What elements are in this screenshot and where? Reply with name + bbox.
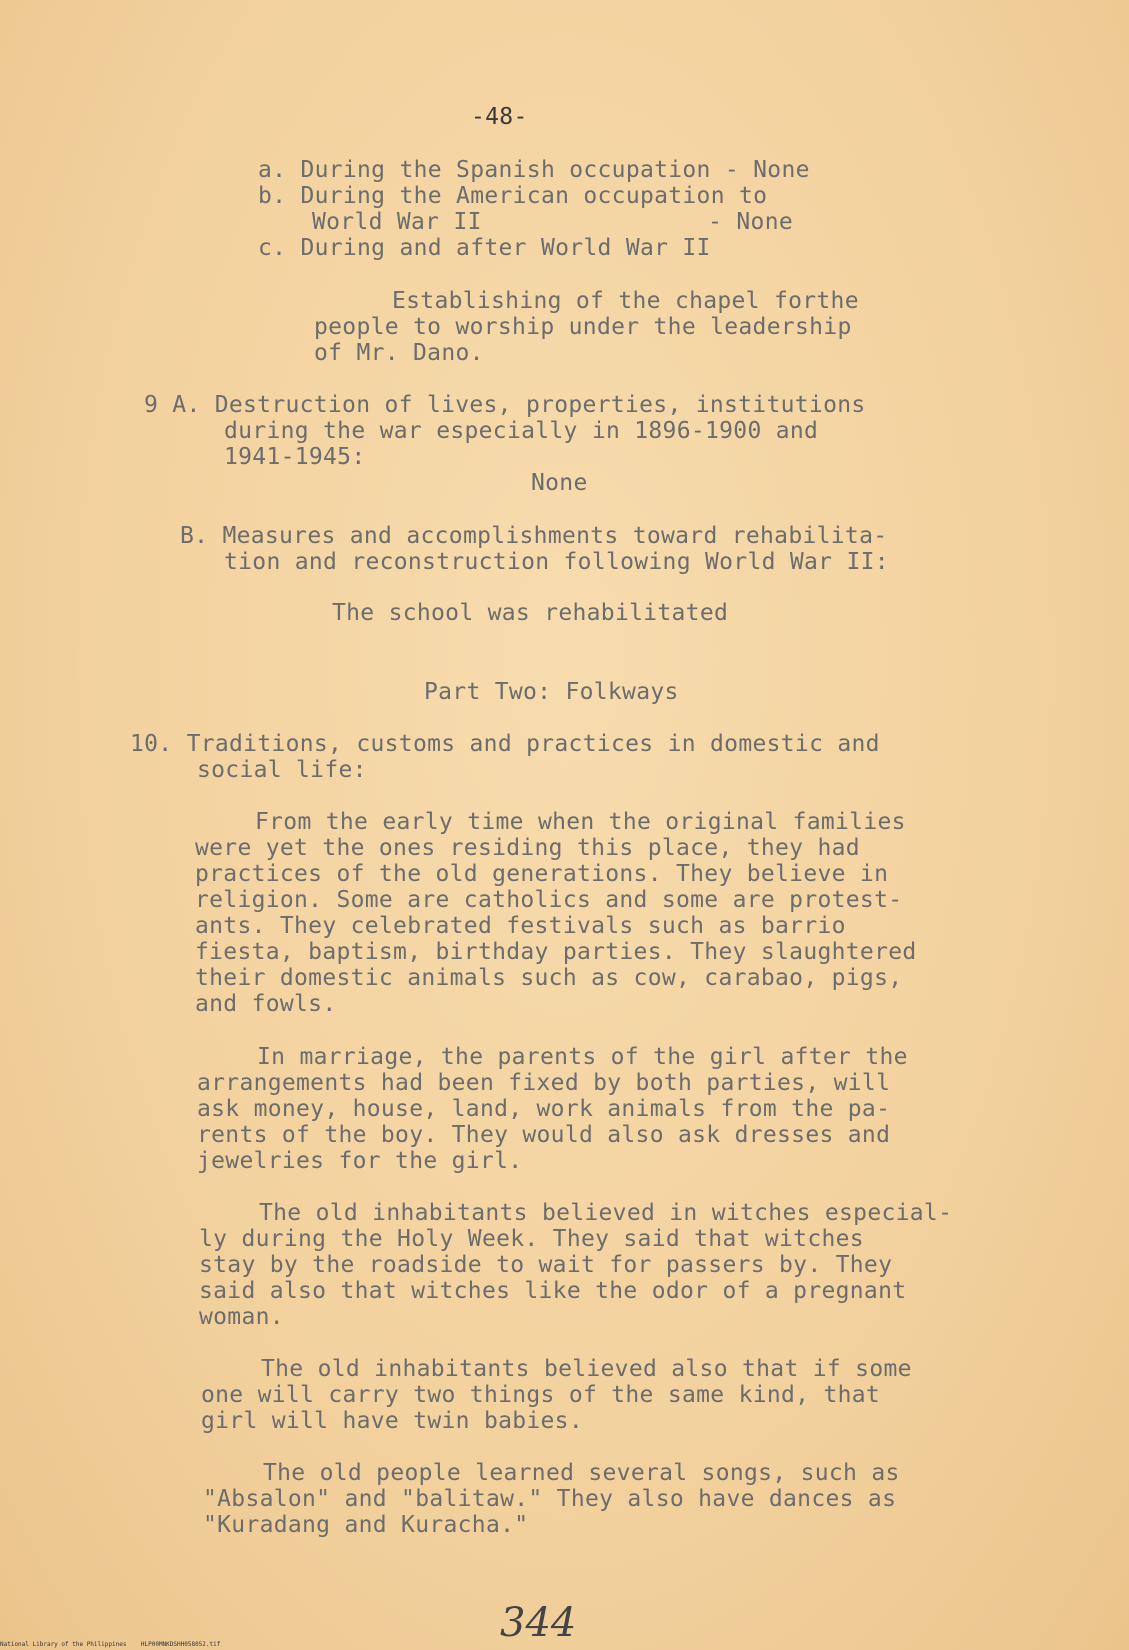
- para3-line4: said also that witches like the odor of a pregnant: [199, 1278, 907, 1304]
- item-9a-line3: 1941-1945:: [224, 444, 366, 470]
- part-two-heading: Part Two: Folkways: [424, 679, 679, 705]
- item-10-heading-line1: 10. Traditions, customs and practices in domestic and: [130, 731, 880, 757]
- para2-line5: jewelries for the girl.: [197, 1148, 523, 1174]
- para3-line3: stay by the roadside to wait for passers by. They: [199, 1252, 893, 1278]
- para5-line3: "Kuradang and Kuracha.": [203, 1512, 529, 1538]
- para4-line1: The old inhabitants believed also that if some: [261, 1356, 912, 1382]
- item-9b-line1: B. Measures and accomplishments toward rehabilita-: [180, 523, 888, 549]
- archive-footer: National Library of the Philippines HLP00MNKDSHH058052.tif: [0, 1641, 221, 1648]
- para3-line5: woman.: [199, 1304, 284, 1330]
- para1-line4: religion. Some are catholics and some are protest-: [195, 887, 903, 913]
- item-8c-answer-line3: of Mr. Dano.: [314, 340, 484, 366]
- para1-line7: their domestic animals such as cow, carabao, pigs,: [195, 965, 903, 991]
- item-8c-answer-line1: Establishing of the chapel forthe: [392, 288, 859, 314]
- para1-line6: fiesta, baptism, birthday parties. They slaughtered: [195, 939, 917, 965]
- item-8c: c. During and after World War II: [258, 235, 711, 261]
- item-8c-answer-line2: people to worship under the leadership: [314, 314, 852, 340]
- para3-line1: The old inhabitants believed in witches especial-: [259, 1200, 953, 1226]
- item-9a-line1: 9 A. Destruction of lives, properties, institutions: [144, 392, 866, 418]
- item-8b-line1: b. During the American occupation to: [258, 183, 768, 209]
- item-9a-line2: during the war especially in 1896-1900 and: [224, 418, 819, 444]
- para1-line8: and fowls.: [195, 991, 337, 1017]
- item-9b-answer: The school was rehabilitated: [332, 600, 729, 626]
- para2-line3: ask money, house, land, work animals from the pa-: [197, 1096, 891, 1122]
- para2-line4: rents of the boy. They would also ask dresses and: [197, 1122, 891, 1148]
- para5-line2: "Absalon" and "balitaw." They also have dances as: [203, 1486, 897, 1512]
- handwritten-page-mark: 344: [500, 1600, 577, 1646]
- item-8a: a. During the Spanish occupation - None: [258, 157, 810, 183]
- para4-line2: one will carry two things of the same kind, that: [201, 1382, 881, 1408]
- page-number: -48-: [471, 104, 528, 130]
- para2-line1: In marriage, the parents of the girl after the: [257, 1044, 908, 1070]
- para1-line1: From the early time when the original families: [255, 809, 906, 835]
- item-10-heading-line2: social life:: [197, 757, 367, 783]
- para1-line2: were yet the ones residing this place, they had: [195, 835, 860, 861]
- para4-line3: girl will have twin babies.: [201, 1408, 583, 1434]
- para2-line2: arrangements had been fixed by both parties, will: [197, 1070, 891, 1096]
- para1-line3: practices of the old generations. They believe in: [195, 861, 889, 887]
- para3-line2: ly during the Holy Week. They said that witches: [199, 1226, 864, 1252]
- para1-line5: ants. They celebrated festivals such as barrio: [195, 913, 846, 939]
- item-8b-line2: World War II - None: [312, 209, 794, 235]
- item-9a-answer: None: [531, 470, 588, 496]
- para5-line1: The old people learned several songs, such as: [263, 1460, 900, 1486]
- item-9b-line2: tion and reconstruction following World War II:: [224, 549, 889, 575]
